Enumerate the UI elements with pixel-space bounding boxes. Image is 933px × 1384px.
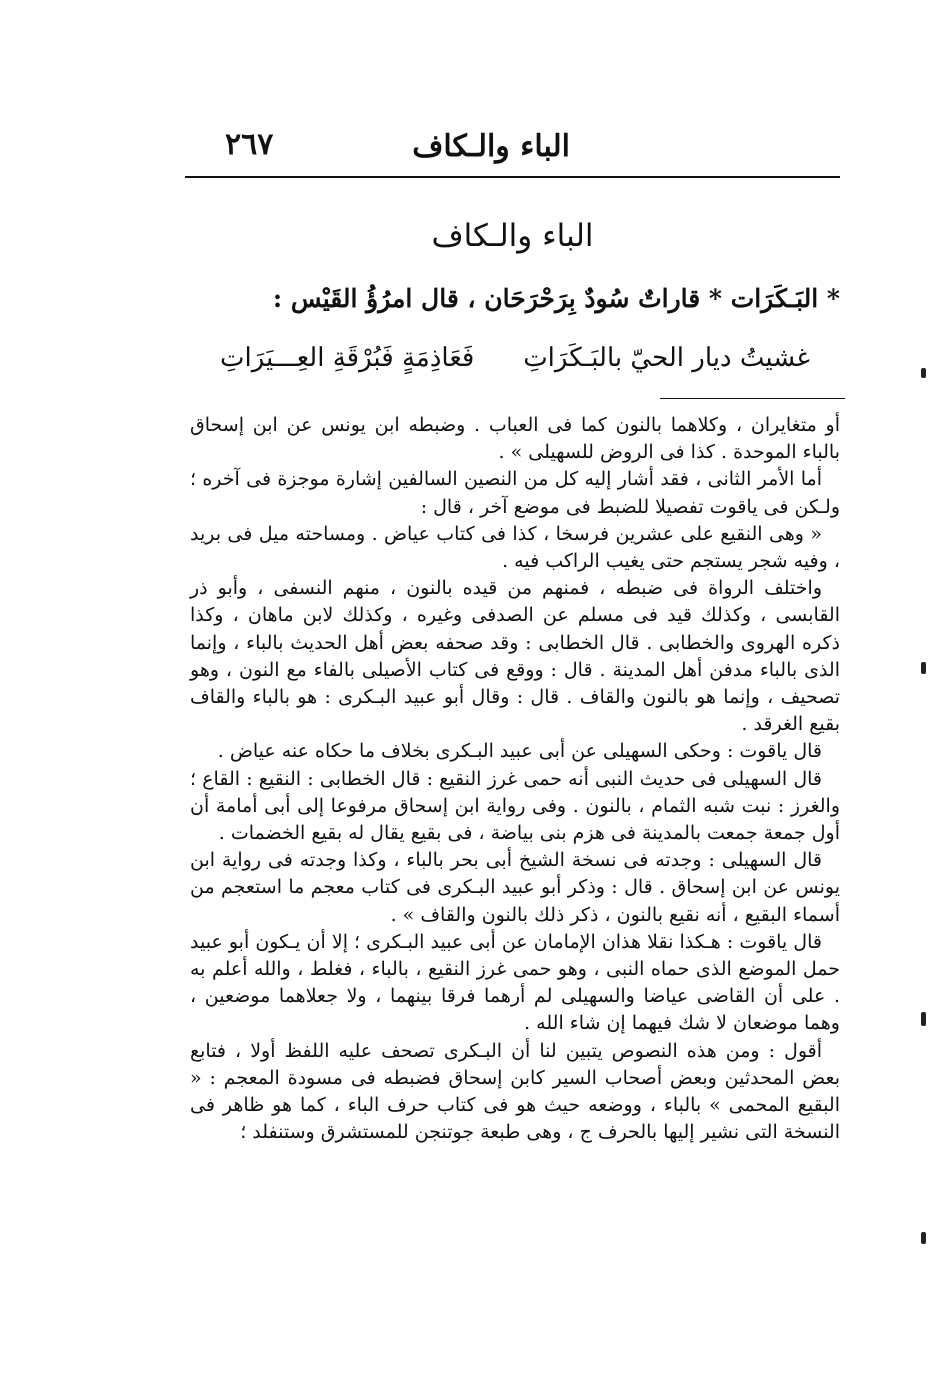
verse-first-hemistich: غشيتُ ديار الحيّ بالبَـكَرَاتِ: [523, 343, 810, 373]
footnote-paragraph: قال ياقوت : هـكذا نقلا هذان الإمامان عن أبى عبيد البـكرى ؛ إلا أن يـكون أبو عبيد حمل الموضع الذى حماه النبى ، وهو حمى غرز النقيع ، بالباء ، فغلط ، والله أعلم به . على أن القاضى عياضا والسهيلى لم أرهما فرقا بينهما ، ولا جعلاهما موضعين ، وهما موضعان لا شك فيهما إن شاء الله .: [190, 930, 840, 1035]
running-title: الباء والـكاف: [412, 129, 570, 164]
section-title: الباء والـكاف: [431, 218, 594, 254]
scan-margin-mark: [921, 368, 926, 378]
footnote-paragraph: قال السهيلى : وجدته فى نسخة الشيخ أبى بحر بالباء ، وكذا وجدته فى رواية ابن يونس عن ابن إسحاق . قال : وذكر أبو عبيد البـكرى فى كتاب معجم ما استعجم من أسماء البقيع ، أنه نقيع بالنون ، ذكر ذلك بالنون والقاف » .: [190, 849, 840, 926]
footnotes: [190, 412, 840, 1146]
scan-margin-mark: [921, 1232, 926, 1244]
verse-second-hemistich: فَعَاذِمَةٍ فَبُرْقَةِ العِـــيَرَاتِ: [220, 343, 475, 373]
scan-margin-mark: [921, 662, 926, 674]
page-number: ٢٦٧: [225, 127, 274, 162]
footnote-rule: [660, 398, 845, 399]
running-head: [185, 125, 840, 169]
verse: [185, 343, 840, 383]
footnote-paragraph: واختلف الرواة فى ضبطه ، فمنهم من قيده بالنون ، منهم النسفى ، وأبو ذر القابسى ، وكذلك قيد فى مسلم عن الصدفى وغيره ، وكذلك لابن ماهان ، وكذا ذكره الهروى والخطابى . قال الخطابى : وقد صحفه بعض أهل الحديث بالباء ، وإنما الذى بالباء مدفن أهل المدينة . قال : ووقع فى كتاب الأصيلى بالفاء مع النون ، وهو تصحيف ، وإنما هو بالنون والقاف . قال : وقال أبو عبيد البـكرى : هو بالباء والقاف بقيع الغرقد .: [190, 577, 840, 736]
entry-headword-line: * البَـكَرَات * قاراتٌ سُودٌ بِرَحْرَحَان ، قال امرُؤُ القَيْس :: [272, 284, 840, 313]
footnote-paragraph: أما الأمر الثانى ، فقد أشار إليه كل من النصين السالفين إشارة موجزة فى آخره ؛ ولـكن فى ياقوت تفصيلا للضبط فى موضع آخر ، قال :: [190, 468, 840, 518]
footnote-paragraph: أو متغايران ، وكلاهما بالنون كما فى العباب . وضبطه ابن يونس عن ابن إسحاق بالباء الموحدة . كذا فى الروض للسهيلى » .: [190, 414, 840, 464]
footnote-paragraph: أقول : ومن هذه النصوص يتبين لنا أن البـكرى تصحف عليه اللفظ أولا ، فتابع بعض المحدثين وبعض أصحاب السير كابن إسحاق فضبطه فى مسودة المعجم : « البقيع المحمى » بالباء ، ووضعه حيث هو فى كتاب حرف الباء ، كما هو ظاهر فى النسخة التى نشير إليها بالحرف ج ، وهى طبعة جوتنجن للمستشرق وستنفلد ؛: [190, 1039, 840, 1144]
footnote-paragraph: « وهى النقيع على عشرين فرسخا ، كذا فى كتاب عياض . ومساحته ميل فى بريد ، وفيه شجر يستجم حتى يغيب الراكب فيه .: [190, 522, 840, 573]
scan-margin-mark: [921, 1012, 926, 1026]
header-rule: [185, 176, 840, 178]
footnote-paragraph: قال ياقوت : وحكى السهيلى عن أبى عبيد البـكرى بخلاف ما حكاه عنه عياض .: [217, 740, 822, 763]
footnote-paragraph: قال السهيلى فى حديث النبى أنه حمى غرز النقيع : قال الخطابى : النقيع : القاع ؛ والغرز : نبت شبه الثمام ، بالنون . وفى رواية ابن إسحاق مرفوعا إلى أبى أمامة أن أول جمعة جمعت بالمدينة فى هزم بنى بياضة ، فى بقيع يقال له بقيع الخضمات .: [190, 767, 840, 845]
